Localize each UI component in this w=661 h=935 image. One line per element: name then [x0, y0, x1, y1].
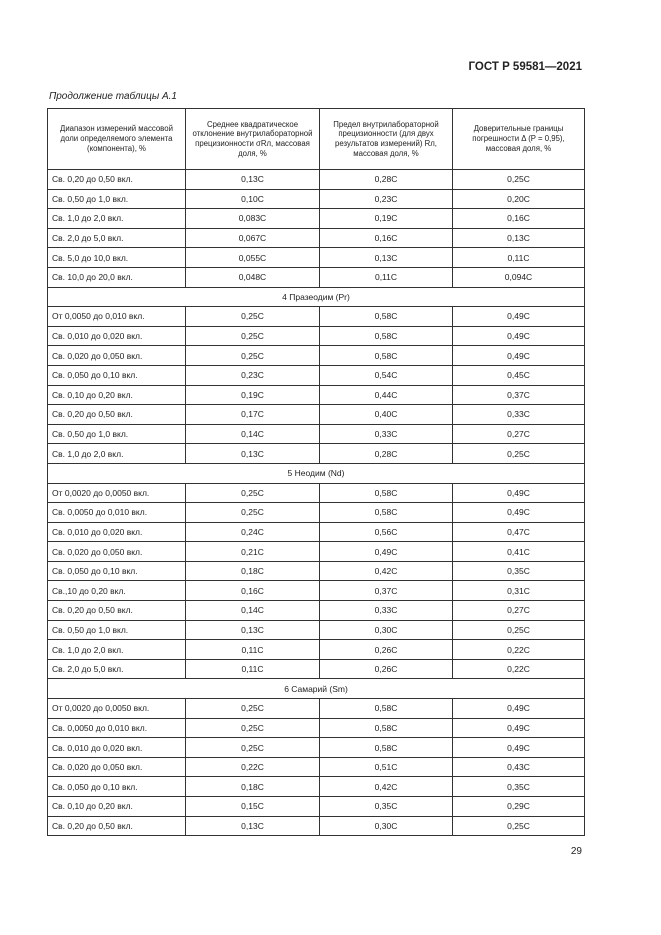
range-cell: Св. 0,0050 до 0,010 вкл.: [48, 718, 186, 738]
limit-cell: 0,37C: [320, 581, 453, 601]
sigma-cell: 0,18C: [186, 777, 320, 797]
table-header-row: [48, 109, 585, 170]
table-row: [48, 189, 585, 209]
table-row: [48, 424, 585, 444]
limit-cell: 0,49C: [320, 542, 453, 562]
sigma-cell: 0,13C: [186, 620, 320, 640]
delta-cell: 0,25C: [453, 816, 585, 836]
sigma-cell: 0,055C: [186, 248, 320, 268]
range-cell: Св. 1,0 до 2,0 вкл.: [48, 444, 186, 464]
delta-cell: 0,29C: [453, 797, 585, 817]
sigma-cell: 0,067C: [186, 228, 320, 248]
table-row: [48, 385, 585, 405]
page-number: 29: [570, 846, 582, 857]
sigma-cell: 0,15C: [186, 797, 320, 817]
limit-cell: 0,51C: [320, 757, 453, 777]
range-cell: Св. 0,020 до 0,050 вкл.: [48, 757, 186, 777]
range-cell: Св. 0,50 до 1,0 вкл.: [48, 424, 186, 444]
range-cell: Св. 0,20 до 0,50 вкл.: [48, 601, 186, 621]
limit-cell: 0,13C: [320, 248, 453, 268]
delta-cell: 0,13C: [453, 228, 585, 248]
delta-cell: 0,27C: [453, 601, 585, 621]
limit-cell: 0,19C: [320, 209, 453, 229]
range-cell: Св. 0,010 до 0,020 вкл.: [48, 522, 186, 542]
limit-cell: 0,30C: [320, 816, 453, 836]
standard-number: ГОСТ Р 59581—2021: [468, 61, 582, 73]
range-cell: Св. 0,050 до 0,10 вкл.: [48, 561, 186, 581]
sigma-cell: 0,13C: [186, 444, 320, 464]
table-continuation-caption: Продолжение таблицы А.1: [49, 91, 177, 102]
table-row: [48, 699, 585, 719]
sigma-cell: 0,25C: [186, 738, 320, 758]
sigma-cell: 0,083C: [186, 209, 320, 229]
section-row: [48, 287, 585, 307]
delta-cell: 0,49C: [453, 483, 585, 503]
sigma-cell: 0,11C: [186, 640, 320, 660]
table-row: [48, 307, 585, 327]
limit-cell: 0,58C: [320, 307, 453, 327]
section-heading: 6 Самарий (Sm): [48, 679, 585, 699]
limit-cell: 0,42C: [320, 777, 453, 797]
delta-cell: 0,41C: [453, 542, 585, 562]
sigma-cell: 0,24C: [186, 522, 320, 542]
delta-cell: 0,25C: [453, 170, 585, 190]
table-row: [48, 405, 585, 425]
range-cell: От 0,0020 до 0,0050 вкл.: [48, 483, 186, 503]
range-cell: Св. 0,010 до 0,020 вкл.: [48, 326, 186, 346]
delta-cell: 0,49C: [453, 346, 585, 366]
table-body: [48, 170, 585, 836]
range-cell: Св.,10 до 0,20 вкл.: [48, 581, 186, 601]
delta-cell: 0,37C: [453, 385, 585, 405]
column-header-range: Диапазон измерений массовой доли определяемого элемента (компонента), %: [48, 109, 186, 170]
delta-cell: 0,16C: [453, 209, 585, 229]
sigma-cell: 0,25C: [186, 326, 320, 346]
limit-cell: 0,11C: [320, 267, 453, 287]
limit-cell: 0,42C: [320, 561, 453, 581]
table-row: [48, 738, 585, 758]
delta-cell: 0,43C: [453, 757, 585, 777]
delta-cell: 0,11C: [453, 248, 585, 268]
sigma-cell: 0,13C: [186, 816, 320, 836]
sigma-cell: 0,13C: [186, 170, 320, 190]
limit-cell: 0,58C: [320, 738, 453, 758]
delta-cell: 0,20C: [453, 189, 585, 209]
delta-cell: 0,49C: [453, 326, 585, 346]
table-row: [48, 209, 585, 229]
range-cell: Св. 0,050 до 0,10 вкл.: [48, 777, 186, 797]
table-row: [48, 581, 585, 601]
limit-cell: 0,28C: [320, 170, 453, 190]
range-cell: Св. 10,0 до 20,0 вкл.: [48, 267, 186, 287]
range-cell: Св. 1,0 до 2,0 вкл.: [48, 209, 186, 229]
limit-cell: 0,58C: [320, 718, 453, 738]
sigma-cell: 0,19C: [186, 385, 320, 405]
precision-table: [47, 108, 585, 836]
delta-cell: 0,25C: [453, 620, 585, 640]
delta-cell: 0,35C: [453, 777, 585, 797]
sigma-cell: 0,14C: [186, 424, 320, 444]
sigma-cell: 0,25C: [186, 503, 320, 523]
limit-cell: 0,30C: [320, 620, 453, 640]
range-cell: Св. 0,50 до 1,0 вкл.: [48, 189, 186, 209]
limit-cell: 0,28C: [320, 444, 453, 464]
limit-cell: 0,16C: [320, 228, 453, 248]
range-cell: Св. 0,10 до 0,20 вкл.: [48, 385, 186, 405]
limit-cell: 0,56C: [320, 522, 453, 542]
column-header-sigma: Среднее квадратическое отклонение внутрилабораторной прецизионности σRл, массовая доля, %: [186, 109, 320, 170]
sigma-cell: 0,17C: [186, 405, 320, 425]
sigma-cell: 0,21C: [186, 542, 320, 562]
delta-cell: 0,22C: [453, 640, 585, 660]
delta-cell: 0,25C: [453, 444, 585, 464]
delta-cell: 0,33C: [453, 405, 585, 425]
section-row: [48, 463, 585, 483]
delta-cell: 0,22C: [453, 659, 585, 679]
limit-cell: 0,35C: [320, 797, 453, 817]
table-row: [48, 248, 585, 268]
table-row: [48, 542, 585, 562]
table-row: [48, 561, 585, 581]
sigma-cell: 0,10C: [186, 189, 320, 209]
sigma-cell: 0,18C: [186, 561, 320, 581]
delta-cell: 0,31C: [453, 581, 585, 601]
range-cell: Св. 0,020 до 0,050 вкл.: [48, 542, 186, 562]
limit-cell: 0,58C: [320, 483, 453, 503]
limit-cell: 0,33C: [320, 424, 453, 444]
limit-cell: 0,58C: [320, 326, 453, 346]
table-row: [48, 816, 585, 836]
delta-cell: 0,35C: [453, 561, 585, 581]
range-cell: Св. 0,020 до 0,050 вкл.: [48, 346, 186, 366]
table-row: [48, 522, 585, 542]
sigma-cell: 0,23C: [186, 365, 320, 385]
table-row: [48, 659, 585, 679]
sigma-cell: 0,25C: [186, 699, 320, 719]
table-row: [48, 640, 585, 660]
section-heading: 4 Празеодим (Pr): [48, 287, 585, 307]
table-row: [48, 620, 585, 640]
sigma-cell: 0,25C: [186, 346, 320, 366]
table-row: [48, 228, 585, 248]
delta-cell: 0,49C: [453, 699, 585, 719]
range-cell: Св. 0,10 до 0,20 вкл.: [48, 797, 186, 817]
limit-cell: 0,26C: [320, 640, 453, 660]
section-row: [48, 679, 585, 699]
range-cell: Св. 1,0 до 2,0 вкл.: [48, 640, 186, 660]
sigma-cell: 0,25C: [186, 718, 320, 738]
sigma-cell: 0,25C: [186, 307, 320, 327]
section-heading: 5 Неодим (Nd): [48, 463, 585, 483]
range-cell: Св. 0,20 до 0,50 вкл.: [48, 405, 186, 425]
delta-cell: 0,49C: [453, 503, 585, 523]
sigma-cell: 0,048C: [186, 267, 320, 287]
table-row: [48, 170, 585, 190]
limit-cell: 0,54C: [320, 365, 453, 385]
limit-cell: 0,23C: [320, 189, 453, 209]
table-row: [48, 601, 585, 621]
table-row: [48, 346, 585, 366]
limit-cell: 0,26C: [320, 659, 453, 679]
range-cell: Св. 0,050 до 0,10 вкл.: [48, 365, 186, 385]
table-row: [48, 777, 585, 797]
range-cell: Св. 0,20 до 0,50 вкл.: [48, 816, 186, 836]
limit-cell: 0,58C: [320, 346, 453, 366]
delta-cell: 0,49C: [453, 738, 585, 758]
range-cell: Св. 2,0 до 5,0 вкл.: [48, 659, 186, 679]
range-cell: От 0,0050 до 0,010 вкл.: [48, 307, 186, 327]
limit-cell: 0,58C: [320, 699, 453, 719]
table-row: [48, 718, 585, 738]
delta-cell: 0,27C: [453, 424, 585, 444]
sigma-cell: 0,25C: [186, 483, 320, 503]
table-row: [48, 326, 585, 346]
table-row: [48, 483, 585, 503]
delta-cell: 0,45C: [453, 365, 585, 385]
limit-cell: 0,33C: [320, 601, 453, 621]
limit-cell: 0,44C: [320, 385, 453, 405]
range-cell: Св. 0,50 до 1,0 вкл.: [48, 620, 186, 640]
table-row: [48, 797, 585, 817]
range-cell: Св. 5,0 до 10,0 вкл.: [48, 248, 186, 268]
column-header-delta: Доверительные границы погрешности Δ (P = 0,95), массовая доля, %: [453, 109, 585, 170]
sigma-cell: 0,11C: [186, 659, 320, 679]
range-cell: Св. 0,0050 до 0,010 вкл.: [48, 503, 186, 523]
sigma-cell: 0,16C: [186, 581, 320, 601]
delta-cell: 0,094C: [453, 267, 585, 287]
table-row: [48, 503, 585, 523]
delta-cell: 0,49C: [453, 307, 585, 327]
range-cell: Св. 0,010 до 0,020 вкл.: [48, 738, 186, 758]
range-cell: От 0,0020 до 0,0050 вкл.: [48, 699, 186, 719]
table-row: [48, 444, 585, 464]
table-row: [48, 365, 585, 385]
sigma-cell: 0,14C: [186, 601, 320, 621]
limit-cell: 0,58C: [320, 503, 453, 523]
table-row: [48, 267, 585, 287]
limit-cell: 0,40C: [320, 405, 453, 425]
column-header-limit: Предел внутрилабораторной прецизионности (для двух результатов измерений) Rл, массовая доля, %: [320, 109, 453, 170]
range-cell: Св. 0,20 до 0,50 вкл.: [48, 170, 186, 190]
delta-cell: 0,47C: [453, 522, 585, 542]
delta-cell: 0,49C: [453, 718, 585, 738]
table-row: [48, 757, 585, 777]
range-cell: Св. 2,0 до 5,0 вкл.: [48, 228, 186, 248]
sigma-cell: 0,22C: [186, 757, 320, 777]
